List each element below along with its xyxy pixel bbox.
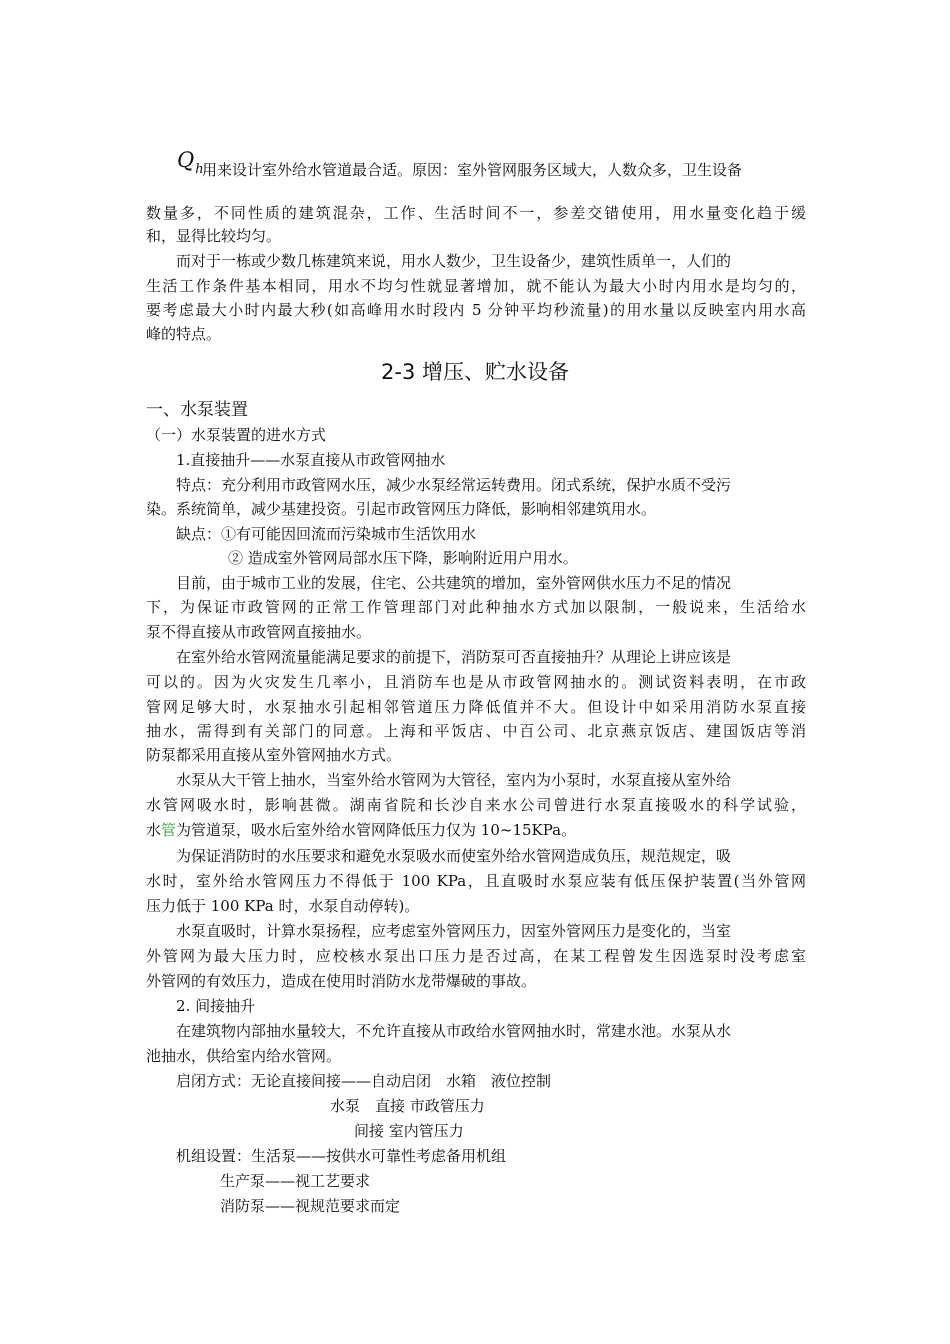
para2-line-1: 而对于一栋或少数几栋建筑来说，用水人数少，卫生设备少，建筑性质单一，人们的 — [176, 252, 732, 270]
current-line-1: 目前，由于城市工业的发展，住宅、公共建筑的增加，室外管网供水压力不足的情况 — [176, 574, 732, 592]
main-line-1: 水泵从大干管上抽水，当室外给水管网为大管径，室内为小泵时，水泵直接从室外给 — [176, 771, 732, 789]
unit-production-pump: 生产泵——视工艺要求 — [220, 1172, 371, 1190]
para2-line-2: 生活工作条件基本相同，用水不均匀性就显著增加，就不能认为最大小时内用水是均匀的， — [146, 277, 806, 295]
regulation-line-3: 压力低于 100 KPa 时，水泵自动停转)。 — [146, 897, 420, 915]
intro-line-2: 数量多，不同性质的建筑混杂，工作、生活时间不一，参差交错使用，用水量变化趋于缓 — [146, 204, 806, 222]
indirect-line-2: 池抽水，供给室内给水管网。 — [146, 1047, 342, 1065]
regulation-line-2: 水时，室外给水管网压力不得低于 100 KPa，且直吸时水泵应装有低压保护装置(当外管网 — [146, 872, 806, 890]
drawback-1: 缺点：①有可能因回流而污染城市生活饮用水 — [176, 525, 477, 543]
main-line-3-end: 为管道泵，吸水后室外给水管网降低压力仅为 10~15KPa。 — [176, 821, 577, 839]
fire-line-4: 抽水，需得到有关部门的同意。上海和平饭店、中百公司、北京燕京饭店、建国饭店等消 — [146, 722, 806, 740]
head-line-2: 外管网为最大压力时，应校核水泵出口压力是否过高，在某工程曾发生因选泵时没考虑室 — [146, 947, 806, 965]
intro-line-1: 用来设计室外给水管道最合适。原因：室外管网服务区域大，人数众多，卫生设备 — [202, 161, 743, 179]
fire-line-2: 可以的。因为火灾发生几率小，且消防车也是从市政管网抽水的。测试资料表明，在市政 — [146, 673, 806, 691]
symbol-subscript-h: h — [195, 162, 204, 177]
fire-line-5: 防泵都采用直接从室外管网抽水方式。 — [146, 746, 402, 764]
start-stop-indirect: 间接 室内管压力 — [354, 1122, 464, 1140]
unit-fire-pump: 消防泵——视规范要求而定 — [220, 1197, 401, 1215]
main-line-3 — [146, 819, 576, 841]
regulation-line-1: 为保证消防时的水压要求和避免水泵吸水而使室外给水管网造成负压，规范规定，吸 — [176, 847, 732, 865]
main-line-2: 水管网吸水时，影响甚微。湖南省院和长沙自来水公司曾进行水泵直接吸水的科学试验， — [146, 796, 806, 814]
unit-setting: 机组设置：生活泵——按供水可靠性考虑备用机组 — [176, 1147, 507, 1165]
head-line-3: 外管网的有效压力，造成在使用时消防水龙带爆破的事故。 — [146, 972, 537, 990]
heading-pump-device: 一、水泵装置 — [146, 400, 248, 420]
item1-title: 1.直接抽升——水泵直接从市政管网抽水 — [176, 451, 446, 469]
drawback-2: ② 造成室外管网局部水压下降，影响附近用户用水。 — [228, 549, 578, 567]
features-line-1: 特点：充分利用市政管网水压，减少水泵经常运转费用。闭式系统，保护水质不受污 — [176, 476, 732, 494]
head-line-1: 水泵直吸时，计算水泵扬程，应考虑室外管网压力，因室外管网压力是变化的，当室 — [176, 922, 732, 940]
fire-line-1: 在室外给水管网流量能满足要求的前提下，消防泵可否直接抽升？从理论上讲应该是 — [176, 648, 732, 666]
start-stop-mode: 启闭方式：无论直接间接——自动启闭 水箱 液位控制 — [176, 1072, 552, 1090]
section-title: 2-3 增压、贮水设备 — [381, 360, 569, 384]
flow-symbol-qh — [177, 148, 204, 177]
para2-line-4: 峰的特点。 — [146, 325, 222, 343]
highlighted-word: 管 — [161, 821, 177, 839]
current-line-2: 下，为保证市政管网的正常工作管理部门对此种抽水方式加以限制，一般说来，生活给水 — [146, 598, 806, 616]
indirect-line-1: 在建筑物内部抽水量较大，不允许直接从市政给水管网抽水时，常建水池。水泵从水 — [176, 1022, 732, 1040]
heading-inflow-mode: （一）水泵装置的进水方式 — [146, 426, 327, 444]
symbol-q: Q — [177, 148, 195, 172]
fire-line-3: 管网足够大时，水泵抽水引起相邻管道压力降低值并不大。但设计中如采用消防水泵直接 — [146, 698, 806, 716]
main-line-3-start: 水 — [146, 821, 162, 839]
features-line-2: 染。系统简单，减少基建投资。引起市政管网压力降低，影响相邻建筑用水。 — [146, 500, 657, 518]
item2-title: 2. 间接抽升 — [176, 997, 256, 1015]
intro-line-3: 和，显得比较均匀。 — [146, 227, 282, 245]
start-stop-pump-direct: 水泵 直接 市政管压力 — [330, 1097, 485, 1115]
current-line-3: 泵不得直接从市政管网直接抽水。 — [146, 623, 372, 641]
para2-line-3: 要考虑最大小时内最大秒(如高峰用水时段内 5 分钟平均秒流量)的用水量以反映室内用水高 — [146, 301, 806, 319]
